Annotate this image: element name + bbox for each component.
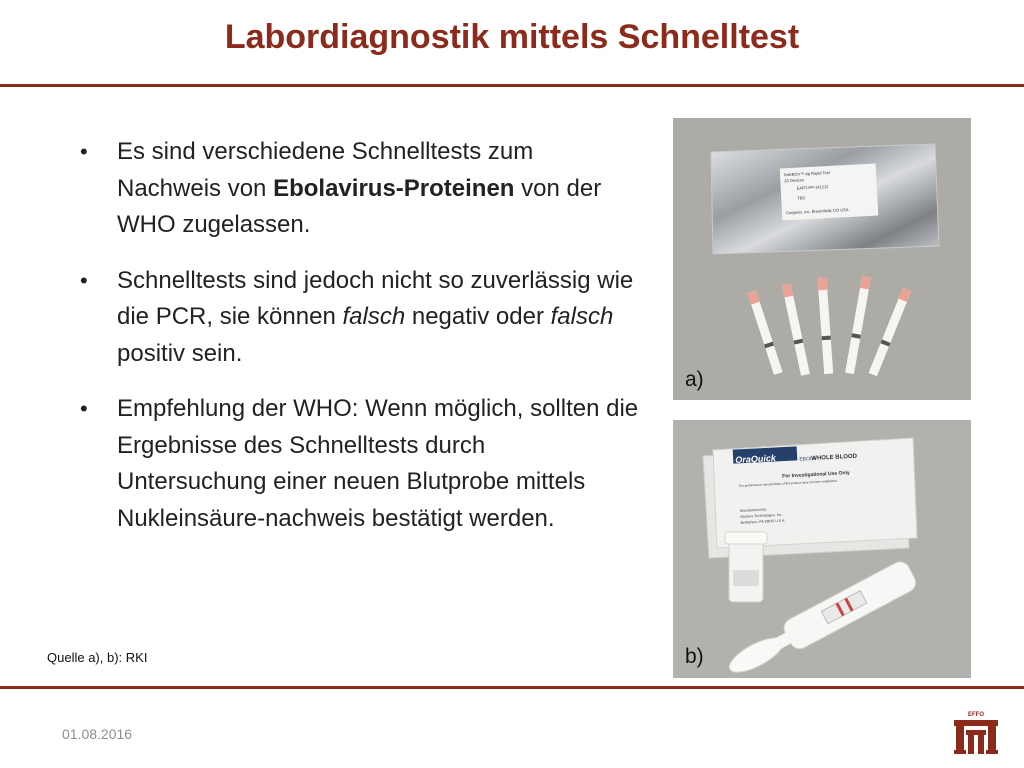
bullet-text-run: von der WHO zugelassen.: [117, 174, 602, 238]
pouch-b-text-line: WHOLE BLOOD: [811, 453, 858, 463]
pouch-b-text-line: The performance characteristics of this product have not been established: [738, 478, 838, 488]
photo-a-label: a): [685, 368, 704, 391]
pouch-b-brand: OraQuick: [735, 452, 777, 466]
pouch-a-text-line: 20 Devices: [784, 177, 805, 184]
bullet-text-run: positiv sein.: [117, 339, 243, 367]
bullet-item: [80, 391, 640, 537]
image-source-note: Quelle a), b): RKI: [47, 650, 148, 665]
photo-b-oraquick-test: [673, 420, 971, 678]
pouch-b-text-line: Manufactured by:: [739, 507, 768, 513]
pouch-b-text-line: Bethlehem, PA 18015 U.S.A.: [740, 518, 786, 525]
pouch-b-text-line: OraSure Technologies, Inc.: [740, 512, 783, 519]
pouch-b-brand-sub: EBOLA: [799, 455, 817, 463]
bullet-item: [80, 263, 640, 373]
slide-title: Labordiagnostik mittels Schnelltest: [224, 18, 800, 56]
bullet-item: [80, 134, 640, 244]
bullet-text-run: Es sind verschiedene Schnelltests zum Nachweis von: [117, 138, 534, 202]
effo-logo-icon: [952, 710, 1000, 756]
logo-text: EFFO: [968, 712, 984, 718]
pouch-a-text-line: Corgenix, Inc. Broomfield, CO USA: [785, 207, 849, 216]
pouch-a-text-line: TBD: [797, 195, 806, 201]
bullet-text-run: Ebolavirus-Proteinen: [273, 174, 515, 202]
bullet-text-run: Schnelltests sind jedoch nicht so zuverlässig wie die PCR, sie können: [117, 266, 634, 330]
photo-a-rapid-test-strips: [673, 118, 971, 400]
footer-rule: [0, 686, 1024, 689]
slide-date: 01.08.2016: [62, 726, 133, 742]
pouch-b-text-line: For Investigational Use Only: [782, 470, 850, 480]
photo-b-label: b): [685, 645, 704, 668]
pouch-a-text-line: ReEBOV™ Ag Rapid Test: [783, 169, 831, 178]
bullet-text-run: falsch: [550, 303, 614, 330]
pouch-a-text-line: EART-PP-141212: [796, 184, 829, 191]
title-rule: [0, 84, 1024, 87]
bullet-text-run: Empfehlung der WHO: Wenn möglich, sollten die Ergebnisse des Schnelltests durch Untersuchung einer neuen Blutprobe mittels Nukleinsäure-nachweis bestätigt werden.: [117, 395, 639, 532]
bullet-text-run: falsch: [342, 303, 406, 330]
bullet-text-run: negativ oder: [405, 303, 551, 330]
bullet-list: [80, 134, 640, 556]
solution-vial: [725, 532, 767, 602]
